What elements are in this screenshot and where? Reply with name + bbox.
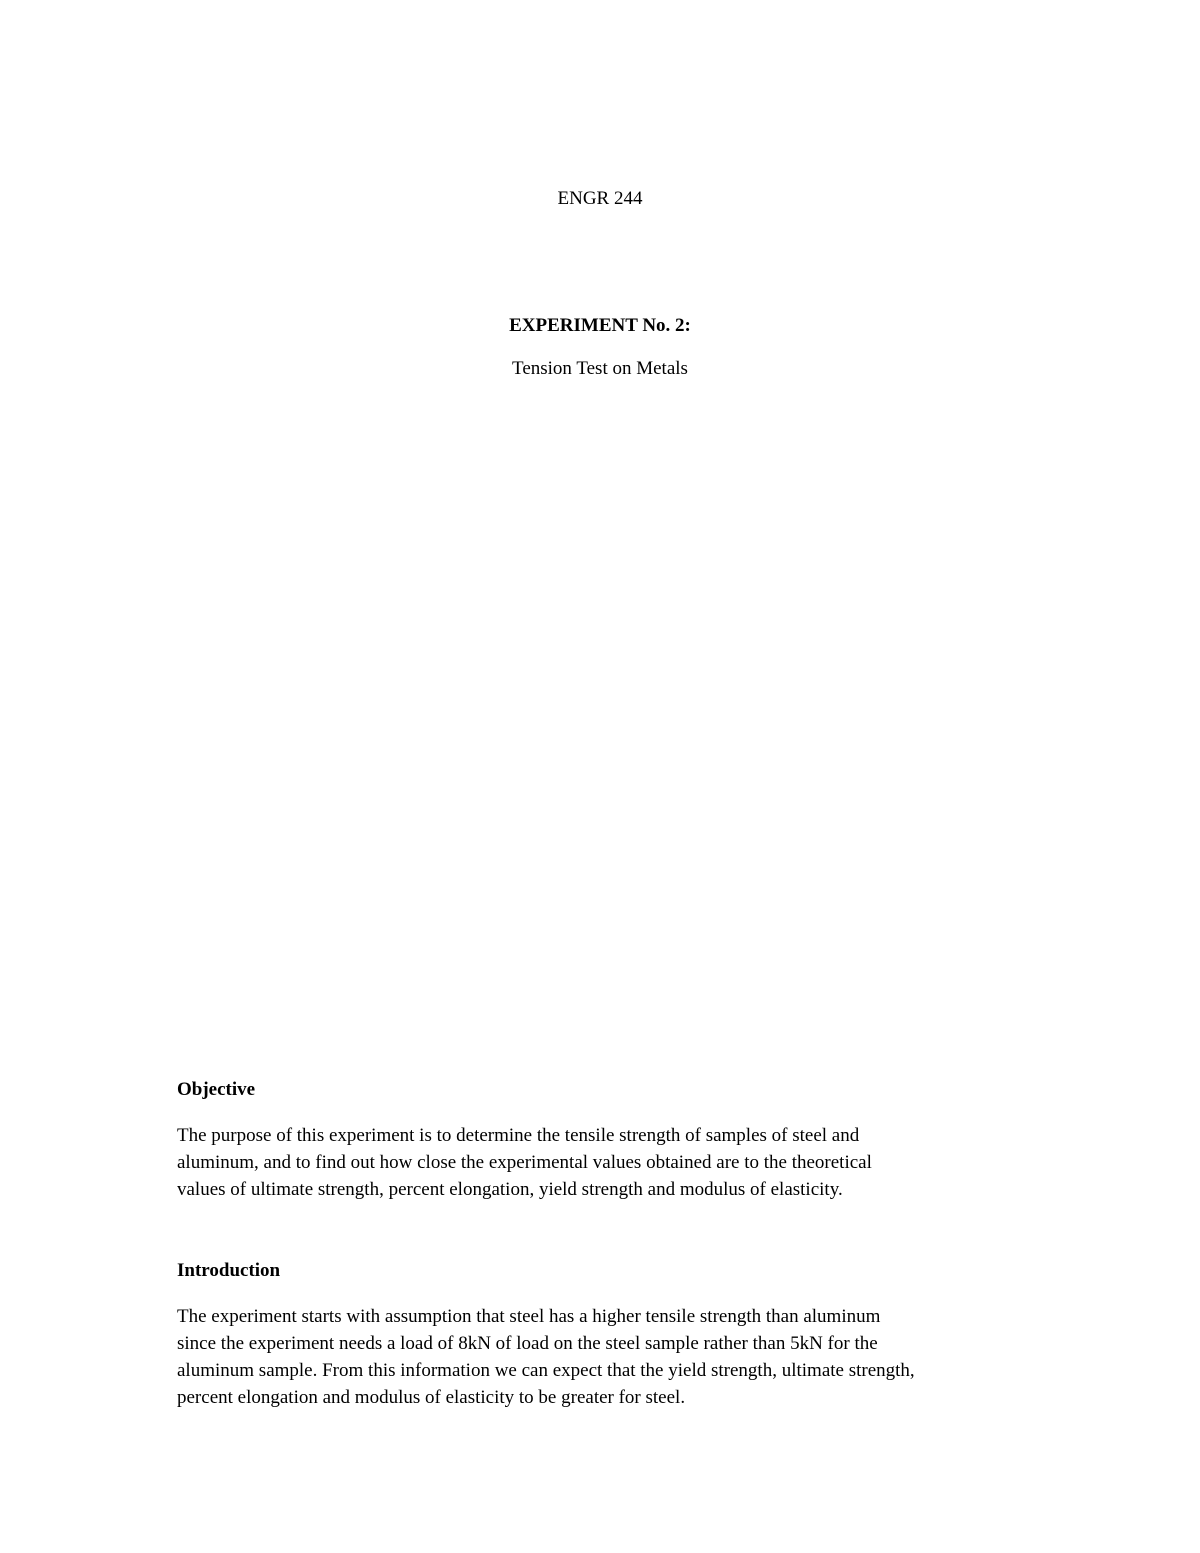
introduction-paragraph	[177, 1303, 1037, 1411]
introduction-line: since the experiment needs a load of 8kN of load on the steel sample rather than 5kN for the	[177, 1333, 878, 1354]
introduction-line: The experiment starts with assumption that steel has a higher tensile strength than aluminum	[177, 1306, 881, 1327]
objective-line: values of ultimate strength, percent elongation, yield strength and modulus of elasticity.	[177, 1179, 843, 1200]
objective-line: aluminum, and to find out how close the experimental values obtained are to the theoretical	[177, 1152, 872, 1173]
objective-heading: Objective	[177, 1079, 256, 1100]
objective-section	[177, 1078, 1037, 1203]
course-code: ENGR 244	[557, 188, 643, 209]
introduction-line: percent elongation and modulus of elasticity to be greater for steel.	[177, 1387, 686, 1408]
experiment-title: EXPERIMENT No. 2:	[509, 315, 691, 336]
objective-line: The purpose of this experiment is to determine the tensile strength of samples of steel and	[177, 1125, 860, 1146]
introduction-section	[177, 1259, 1037, 1411]
introduction-heading: Introduction	[177, 1260, 281, 1281]
objective-paragraph	[177, 1122, 1037, 1203]
introduction-line: aluminum sample. From this information we can expect that the yield strength, ultimate strength,	[177, 1360, 915, 1381]
experiment-subtitle: Tension Test on Metals	[512, 358, 688, 379]
